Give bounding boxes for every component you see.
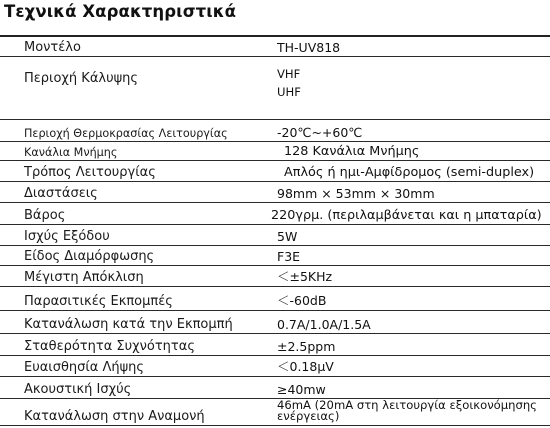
spec-value: 5W [277,229,298,244]
spec-value: ＜0.18μV [277,359,334,374]
spec-value: 220γρμ. (περιλαμβάνεται και η μπαταρία) [271,208,542,223]
spec-row-audio-power [0,377,550,399]
spec-value: ±2.5ppm [277,339,336,354]
spec-value: ≥40mw [277,382,326,397]
spec-row-standby-consumption [0,399,550,426]
spec-label: Διαστάσεις [24,186,98,201]
spec-row-dimensions [0,182,550,203]
spec-value-line: 46mA (20mA στη λειτουργία εξοικονόμησης [277,398,537,412]
spec-row-spurious [0,287,550,311]
spec-label: Μέγιστη Απόκλιση [24,270,144,285]
page-title: Τεχνικά Χαρακτηριστικά [4,2,237,21]
spec-label: Παρασιτικές Εκπομπές [24,294,173,309]
spec-value [277,400,537,422]
spec-value: Απλός ή ημι-Αμφίδρομος (semi-duplex) [284,165,535,180]
spec-value: -20℃~+60℃ [277,125,363,140]
spec-label: Είδος Διαμόρφωσης [24,249,155,264]
spec-label: Κανάλια Μνήμης [24,146,118,159]
spec-value-line: ενέργειας) [277,409,340,423]
spec-value: F3E [277,249,301,264]
spec-value: 98mm × 53mm × 30mm [277,186,435,201]
spec-row-model [0,35,550,57]
spec-label: Ακουστική Ισχύς [24,382,132,397]
spec-row-deviation [0,266,550,287]
spec-label: Βάρος [24,208,66,223]
spec-row-frequency-stability [0,334,550,356]
spec-row-output-power [0,225,550,246]
spec-value: ＜-60dB [277,293,327,308]
spec-label: Περιοχή Κάλυψης [24,71,139,86]
spec-label: Τρόπος Λειτουργίας [24,165,156,180]
spec-row-mode [0,161,550,182]
spec-value: TH-UV818 [277,40,341,55]
spec-value-line: VHF [277,67,301,81]
spec-label: Περιοχή Θερμοκρασίας Λειτουργίας [24,127,228,140]
spec-row-weight [0,203,550,225]
spec-label: Κατανάλωση στην Αναμονή [24,409,205,424]
spec-label: Σταθερότητα Συχνότητας [24,339,195,354]
spec-value: ＜±5KHz [277,269,333,284]
spec-row-memory [0,142,550,161]
spec-value: 0.7A/1.0A/1.5A [277,317,371,332]
spec-label: Ισχύς Εξόδου [24,229,110,244]
spec-row-tx-consumption [0,311,550,334]
spec-label: Ευαισθησία Λήψης [24,360,145,375]
spec-row-temperature [0,120,550,142]
spec-value-line: UHF [277,85,301,99]
spec-row-coverage [0,57,550,120]
spec-value [277,68,301,99]
spec-label: Μοντέλο [24,40,81,55]
spec-row-sensitivity [0,356,550,377]
spec-label: Κατανάλωση κατά την Εκπομπή [24,317,233,332]
spec-value: 128 Κανάλια Μνήμης [284,144,420,159]
spec-row-modulation [0,246,550,266]
